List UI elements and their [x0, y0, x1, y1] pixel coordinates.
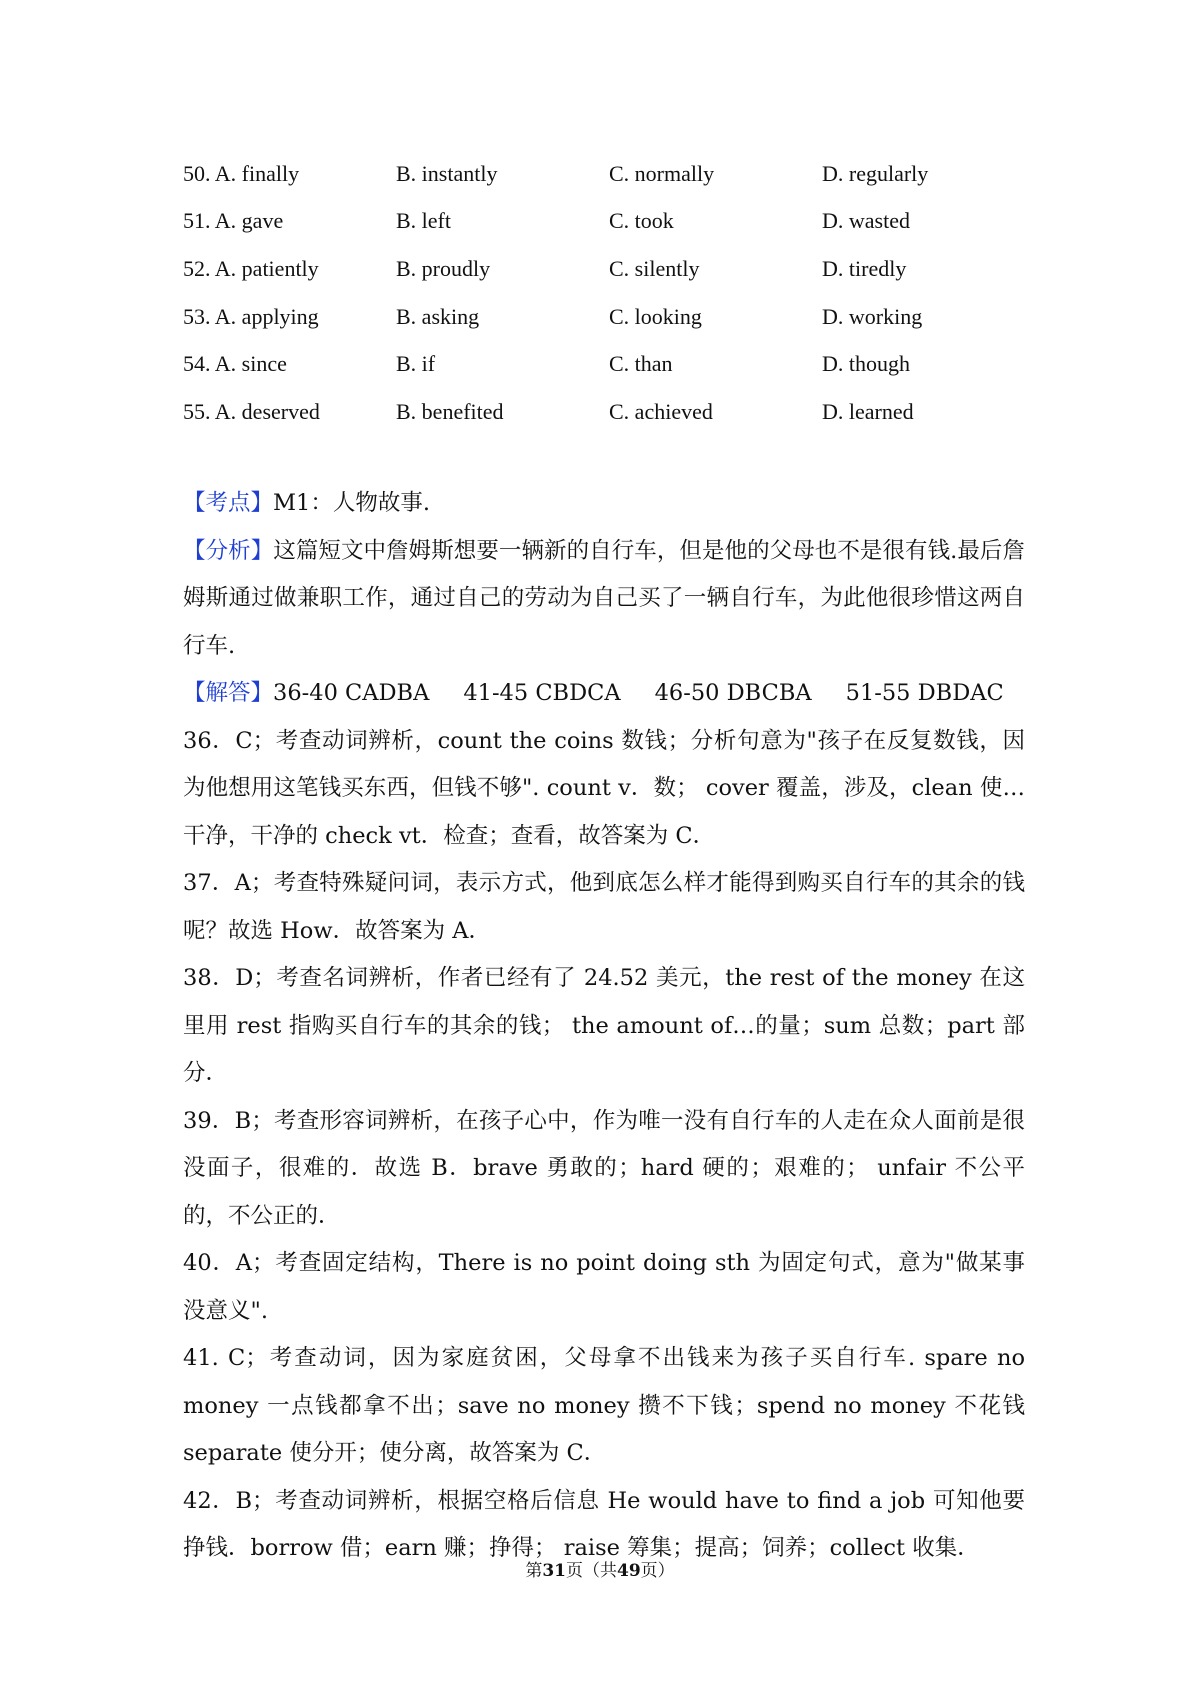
jieda-tag: 【解答】 — [183, 680, 274, 706]
option-a: 54. A. since — [183, 351, 287, 377]
explanation-paragraph: 38．D；考查名词辨析，作者已经有了 24.52 美元，the rest of the money 在这里用 rest 指购买自行车的其余的钱； the amount of…的量；sum 总数；part 部分． — [183, 965, 1025, 1086]
option-c: C. normally — [609, 160, 715, 186]
explanation-paragraph: 41. C；考查动词，因为家庭贫困，父母拿不出钱来为孩子买自行车. spare no money 一点钱都拿不出；save no money 攒不下钱；spend no money 不花钱 separate 使分开；使分离，故答案为 C． — [183, 1345, 1025, 1466]
fenxi-text: 这篇短文中詹姆斯想要一辆新的自行车，但是他的父母也不是很有钱.最后詹姆斯通过做兼职工作，通过自己的劳动为自己买了一辆自行车，为此他很珍惜这两自行车. — [183, 537, 1025, 659]
explanation-paragraph: 36．C；考查动词辨析，count the coins 数钱；分析句意为"孩子在反复数钱，因为他想用这笔钱买东西，但钱不够". count v．数； cover 覆盖，涉及，clean 使…干净，干净的 check vt．检查；查看，故答案为 C． — [183, 727, 1025, 849]
explanation-paragraph: 42．B；考查动词辨析，根据空格后信息 He would have to find a job 可知他要挣钱．borrow 借；earn 赚；挣得； raise 筹集；提高；饲养；collect 收集． — [183, 1487, 1025, 1561]
option-a: 50. A. finally — [183, 160, 300, 186]
option-d: D. wasted — [822, 208, 910, 234]
explanation-paragraph: 40．A；考查固定结构，There is no point doing sth 为固定句式，意为"做某事没意义". — [183, 1250, 1025, 1324]
answer-group: 41-45 CBDCA — [463, 680, 621, 706]
option-c: C. took — [609, 208, 674, 234]
option-a: 55. A. deserved — [183, 398, 320, 424]
jieda-paragraph — [183, 670, 1025, 718]
option-a: 52. A. patiently — [183, 255, 319, 281]
option-c: C. achieved — [609, 398, 713, 424]
option-b: B. benefited — [396, 398, 504, 424]
option-a: 51. A. gave — [183, 208, 284, 234]
option-a: 53. A. applying — [183, 303, 319, 329]
option-b: B. proudly — [396, 255, 491, 281]
option-row — [183, 150, 1023, 198]
option-row — [183, 245, 1023, 293]
kaodian-text: M1：人物故事. — [273, 490, 431, 516]
option-b: B. if — [396, 351, 436, 377]
fenxi-paragraph — [183, 528, 1025, 671]
fenxi-tag: 【分析】 — [183, 537, 274, 564]
page-footer: 第31页（共49页） — [525, 1561, 675, 1581]
option-row — [183, 388, 1023, 436]
option-d: D. working — [822, 303, 923, 329]
option-d: D. tiredly — [822, 255, 907, 281]
option-c: C. silently — [609, 255, 700, 281]
option-row — [183, 198, 1023, 246]
explanation-paragraph: 37．A；考查特殊疑问词，表示方式，他到底怎么样才能得到购买自行车的其余的钱呢？故选 How．故答案为 A． — [183, 870, 1025, 944]
answer-group: 46-50 DBCBA — [654, 680, 812, 706]
option-row — [183, 293, 1023, 341]
option-d: D. though — [822, 351, 910, 377]
option-b: B. instantly — [396, 160, 498, 186]
option-d: D. regularly — [822, 160, 929, 186]
current-page-number: 31 — [542, 1561, 566, 1581]
answer-group: 51-55 DBDAC — [845, 680, 1004, 706]
option-row — [183, 340, 1023, 388]
option-b: B. asking — [396, 303, 480, 329]
kaodian-tag: 【考点】 — [183, 490, 274, 516]
option-list — [183, 150, 1023, 436]
option-d: D. learned — [822, 398, 914, 424]
answer-group: 36-40 CADBA — [273, 680, 430, 706]
total-page-number: 49 — [617, 1561, 641, 1581]
option-c: C. looking — [609, 303, 702, 329]
analysis-section — [183, 480, 1025, 1573]
option-c: C. than — [609, 351, 673, 377]
explanation-paragraph: 39．B；考查形容词辨析，在孩子心中，作为唯一没有自行车的人走在众人面前是很没面子，很难的．故选 B．brave 勇敢的；hard 硬的；艰难的； unfair 不公平的，不公正的． — [183, 1107, 1025, 1229]
option-b: B. left — [396, 208, 451, 234]
kaodian-paragraph — [183, 480, 1025, 528]
